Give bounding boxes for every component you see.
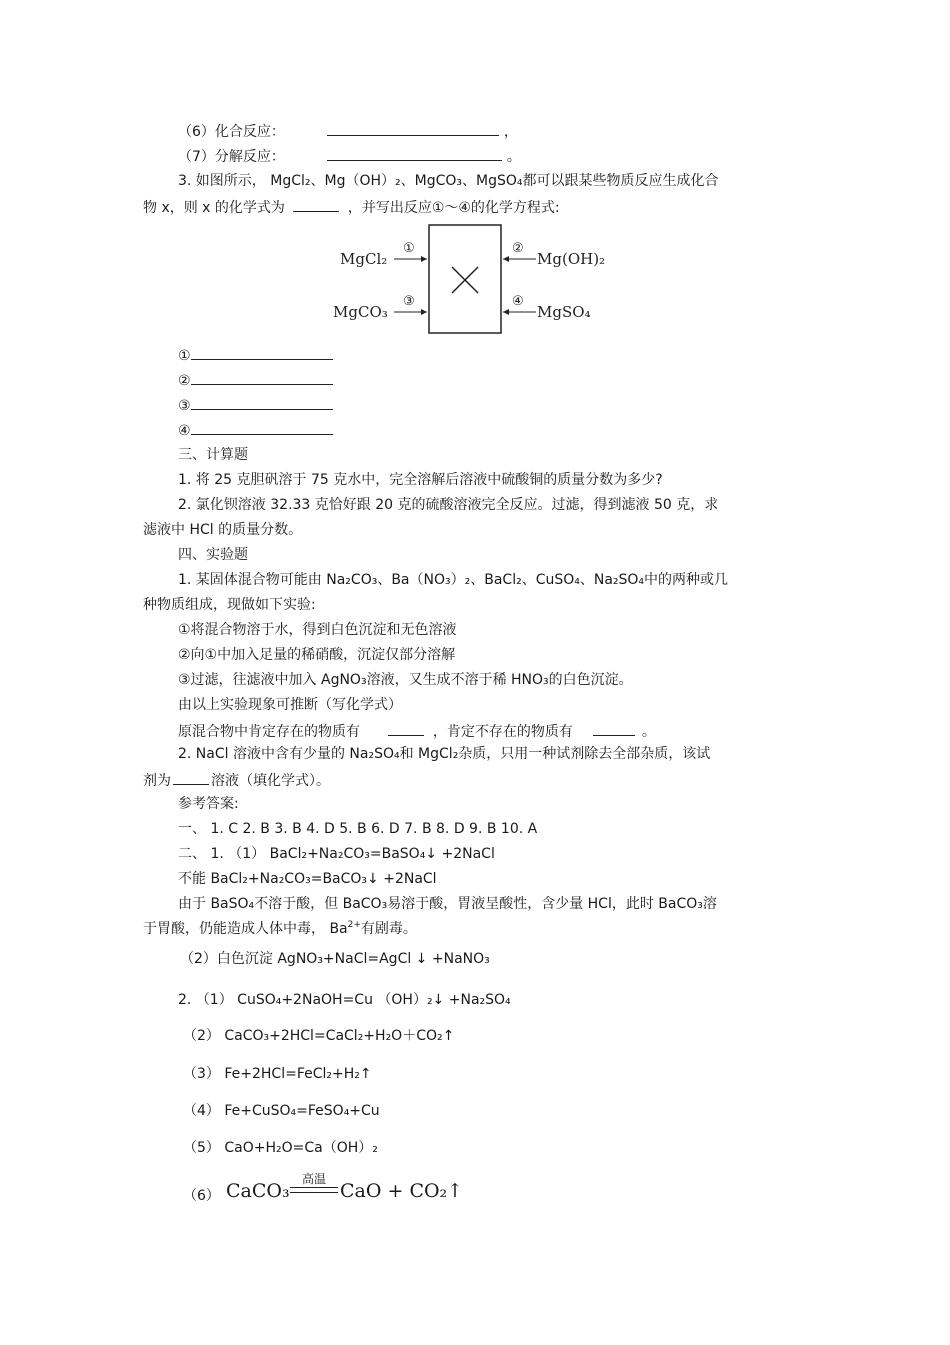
exp-2-line1: 2. NaCl 溶液中含有少量的 Na₂SO₄和 MgCl₂杂质，只用一种试剂除去全部杂质，该试 bbox=[178, 746, 711, 762]
answer-blank-3[interactable] bbox=[191, 395, 333, 410]
arrowhead-4 bbox=[503, 309, 509, 315]
answer-b3: （3） Fe+2HCl=FeCl₂+H₂↑ bbox=[183, 1066, 372, 1082]
b6-products: CaO + CO₂↑ bbox=[340, 1180, 464, 1202]
arrowhead-3 bbox=[421, 309, 427, 315]
b6-eq-line-top bbox=[290, 1187, 338, 1188]
answer-line-3: ③ bbox=[178, 395, 333, 415]
answer-b5: （5） CaO+H₂O=Ca（OH）₂ bbox=[183, 1140, 378, 1156]
mark-1: ① bbox=[403, 241, 415, 256]
exp-1-line2: 种物质组成，现做如下实验: bbox=[143, 597, 316, 613]
formula-x-blank[interactable] bbox=[293, 197, 339, 212]
answers-title: 参考答案: bbox=[178, 796, 239, 812]
label-mgoh2: Mg(OH)₂ bbox=[537, 250, 606, 268]
b6-condition: 高温 bbox=[301, 1172, 326, 1186]
answer-b1: 2. （1） CuSO₄+2NaOH=Cu （OH）₂↓ +Na₂SO₄ bbox=[178, 992, 511, 1008]
answer-blank-6[interactable] bbox=[327, 121, 499, 136]
answer-reason-1: 由于 BaSO₄不溶于酸，但 BaCO₃易溶于酸，胃液呈酸性，含少量 HCl，此时 BaCO₃溶 bbox=[178, 896, 717, 912]
exp-1-line1: 1. 某固体混合物可能由 Na₂CO₃、Ba（NO₃）₂、BaCl₂、CuSO₄、Na₂SO₄中的两种或几 bbox=[178, 572, 729, 588]
answer-2-1: 二、 1. （1） BaCl₂+Na₂CO₃=BaSO₄↓ +2NaCl bbox=[178, 846, 495, 862]
answer-2-2: （2）白色沉淀 AgNO₃+NaCl=AgCl ↓ +NaNO₃ bbox=[180, 951, 490, 967]
q3-line2: 物 x，则 x 的化学式为 ，并写出反应①～④的化学方程式: bbox=[143, 197, 560, 217]
question-6: （6）化合反应： ， bbox=[178, 121, 518, 141]
absent-blank[interactable] bbox=[593, 721, 635, 736]
mark-3: ③ bbox=[403, 294, 415, 309]
calc-2-line2: 滤液中 HCl 的质量分数。 bbox=[143, 522, 303, 538]
answer-blank-7[interactable] bbox=[327, 146, 502, 161]
reagent-blank[interactable] bbox=[173, 770, 209, 785]
question-7: （7）分解反应： 。 bbox=[178, 146, 521, 166]
answer-reason-2: 于胃酸，仍能造成人体中毒， $Ba^{2+}$有剧毒。 bbox=[143, 920, 417, 937]
exp-fill: 原混合物中肯定存在的物质有 ，肯定不存在的物质有 。 bbox=[178, 721, 656, 741]
mark-4: ④ bbox=[512, 294, 524, 309]
reaction-diagram bbox=[330, 222, 620, 337]
b6-eq-line-bottom bbox=[290, 1192, 338, 1193]
answer-blank-2[interactable] bbox=[191, 370, 333, 385]
calc-2-line1: 2. 氯化钡溶液 32.33 克恰好跟 20 克的硫酸溶液完全反应。过滤，得到滤液 50 克，求 bbox=[178, 497, 719, 513]
arrowhead-2 bbox=[503, 256, 509, 262]
exp-step-2: ②向①中加入足量的稀硝酸，沉淀仅部分溶解 bbox=[178, 647, 456, 663]
answer-blank-1[interactable] bbox=[191, 345, 333, 360]
exp-infer: 由以上实验现象可推断（写化学式） bbox=[178, 697, 402, 713]
b6-reactant: CaCO₃ bbox=[226, 1180, 290, 1202]
present-blank[interactable] bbox=[388, 721, 424, 736]
answer-b2: （2） CaCO₃+2HCl=CaCl₂+H₂O＋CO₂↑ bbox=[183, 1028, 455, 1044]
answer-blank-4[interactable] bbox=[191, 420, 333, 435]
q3-line1: 3. 如图所示， MgCl₂、Mg（OH）₂、MgCO₃、MgSO₄都可以跟某些物质反应生成化合 bbox=[178, 173, 719, 189]
label-mgso4: MgSO₄ bbox=[537, 303, 591, 321]
answer-b6-label: （6） bbox=[183, 1188, 220, 1204]
answer-b4: （4） Fe+CuSO₄=FeSO₄+Cu bbox=[183, 1103, 380, 1119]
answer-line-4: ④ bbox=[178, 420, 333, 440]
label-mgco3: MgCO₃ bbox=[333, 303, 388, 321]
answer-line-2: ② bbox=[178, 370, 333, 390]
section3-title: 三、计算题 bbox=[178, 447, 248, 463]
section4-title: 四、实验题 bbox=[178, 547, 248, 563]
answer-line-1: ① bbox=[178, 345, 333, 365]
label-mgcl2: MgCl₂ bbox=[340, 250, 388, 268]
arrowhead-1 bbox=[421, 256, 427, 262]
calc-1: 1. 将 25 克胆矾溶于 75 克水中，完全溶解后溶液中硫酸铜的质量分数为多少? bbox=[178, 472, 663, 488]
answers-mc: 一、 1. C 2. B 3. B 4. D 5. B 6. D 7. B 8. D 9. B 10. A bbox=[178, 821, 538, 837]
exp-step-1: ①将混合物溶于水，得到白色沉淀和无色溶液 bbox=[178, 622, 457, 638]
mark-2: ② bbox=[512, 241, 524, 256]
exp-2-line2: 剂为 溶液（填化学式）。 bbox=[143, 770, 330, 790]
answer-2-no: 不能 BaCl₂+Na₂CO₃=BaCO₃↓ +2NaCl bbox=[178, 871, 437, 887]
exp-step-3: ③过滤，往滤液中加入 AgNO₃溶液，又生成不溶于稀 HNO₃的白色沉淀。 bbox=[178, 672, 633, 688]
